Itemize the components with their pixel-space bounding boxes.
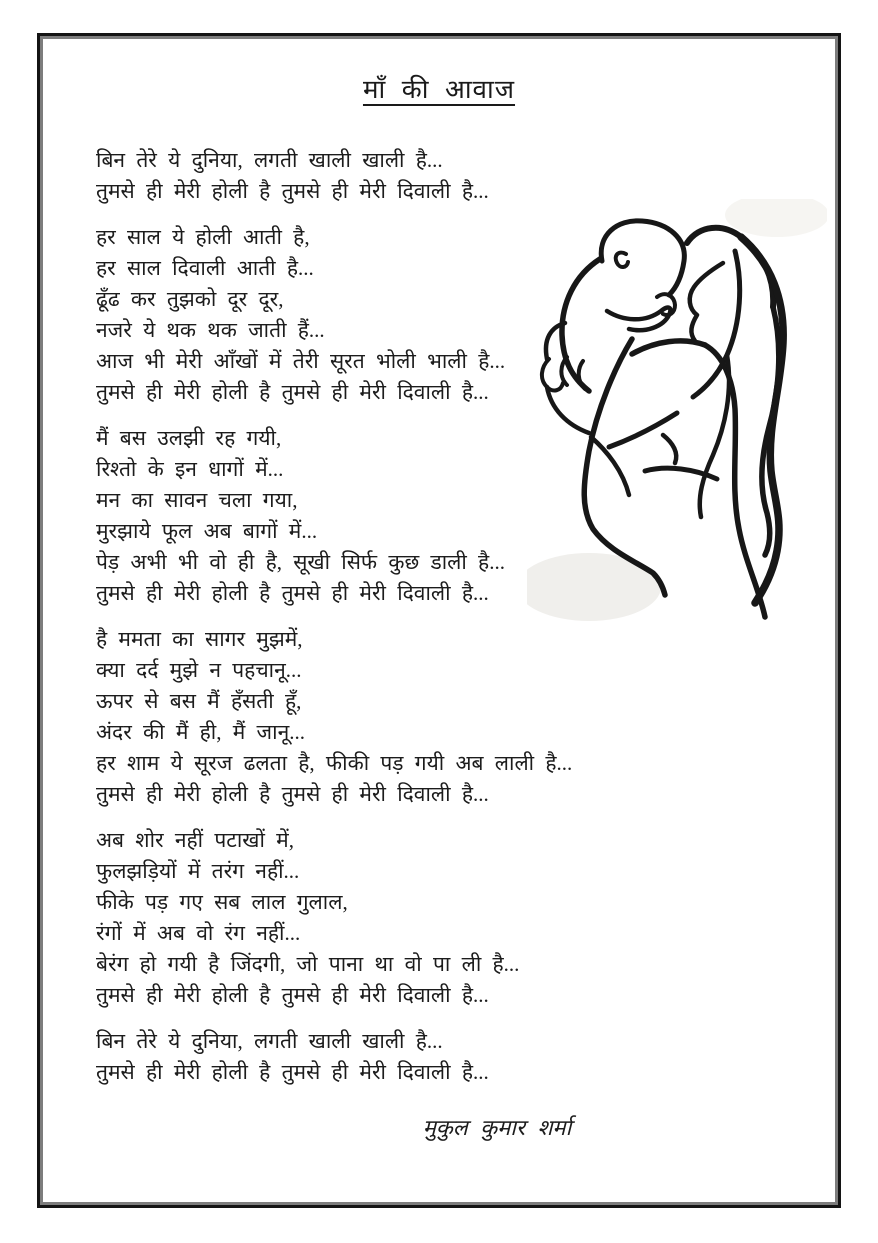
poem-line: मैं बस उलझी रह गयी, xyxy=(96,426,282,450)
author-signature: मुकुल कुमार शर्मा xyxy=(422,1115,572,1140)
poem-line: हर शाम ये सूरज ढलता है, फीकी पड़ गयी अब लाली है... xyxy=(96,751,573,775)
poem-line: हर साल ये होली आती है, xyxy=(96,225,310,249)
poem-line: मुरझाये फूल अब बागों में... xyxy=(96,519,318,543)
poem-line: अंदर की मैं ही, मैं जानू... xyxy=(96,720,305,744)
poem-line: तुमसे ही मेरी होली है तुमसे ही मेरी दिवाली है... xyxy=(96,380,489,404)
poem-line: बिन तेरे ये दुनिया, लगती खाली खाली है... xyxy=(96,148,443,172)
poem-line: ढूँढ कर तुझको दूर दूर, xyxy=(96,287,284,311)
poem-line: हर साल दिवाली आती है... xyxy=(96,256,314,280)
poem-line: क्या दर्द मुझे न पहचानू... xyxy=(96,658,302,682)
poem-line: अब शोर नहीं पटाखों में, xyxy=(96,828,294,852)
mother-baby-illustration xyxy=(527,199,827,629)
page-content xyxy=(43,39,835,1202)
page-frame xyxy=(37,33,841,1208)
poem-title: माँ की आवाज xyxy=(362,75,516,104)
poem-line: फुलझड़ियों में तरंग नहीं... xyxy=(96,859,300,883)
poem-line: तुमसे ही मेरी होली है तुमसे ही मेरी दिवाली है... xyxy=(96,1060,489,1084)
poem-line: तुमसे ही मेरी होली है तुमसे ही मेरी दिवाली है... xyxy=(96,581,489,605)
poem-line: तुमसे ही मेरी होली है तुमसे ही मेरी दिवाली है... xyxy=(96,179,489,203)
stanza xyxy=(96,825,835,1011)
poem-line: है ममता का सागर मुझमें, xyxy=(96,627,303,651)
stanza xyxy=(96,624,835,810)
page-inner-border xyxy=(40,36,838,1205)
poem-line: फीके पड़ गए सब लाल गुलाल, xyxy=(96,890,348,914)
stanza xyxy=(96,1026,835,1088)
poem-line: आज भी मेरी आँखों में तेरी सूरत भोली भाली है... xyxy=(96,349,506,373)
stanza xyxy=(96,145,835,207)
poem-line: पेड़ अभी भी वो ही है, सूखी सिर्फ कुछ डाली है... xyxy=(96,550,505,574)
poem-line: रिश्तो के इन धागों में... xyxy=(96,457,284,481)
poem-line: ऊपर से बस मैं हँसती हूँ, xyxy=(96,689,302,713)
poem-line: बिन तेरे ये दुनिया, लगती खाली खाली है... xyxy=(96,1029,443,1053)
poem-line: रंगों में अब वो रंग नहीं... xyxy=(96,921,301,945)
poem-line: तुमसे ही मेरी होली है तुमसे ही मेरी दिवाली है... xyxy=(96,782,489,806)
poem-line: नजरे ये थक थक जाती हैं... xyxy=(96,318,325,342)
poem-line: बेरंग हो गयी है जिंदगी, जो पाना था वो पा ली है... xyxy=(96,952,520,976)
poem-line: मन का सावन चला गया, xyxy=(96,488,298,512)
poem-line: तुमसे ही मेरी होली है तुमसे ही मेरी दिवाली है... xyxy=(96,983,489,1007)
mother-kissing-baby-line-art-icon xyxy=(527,199,827,629)
